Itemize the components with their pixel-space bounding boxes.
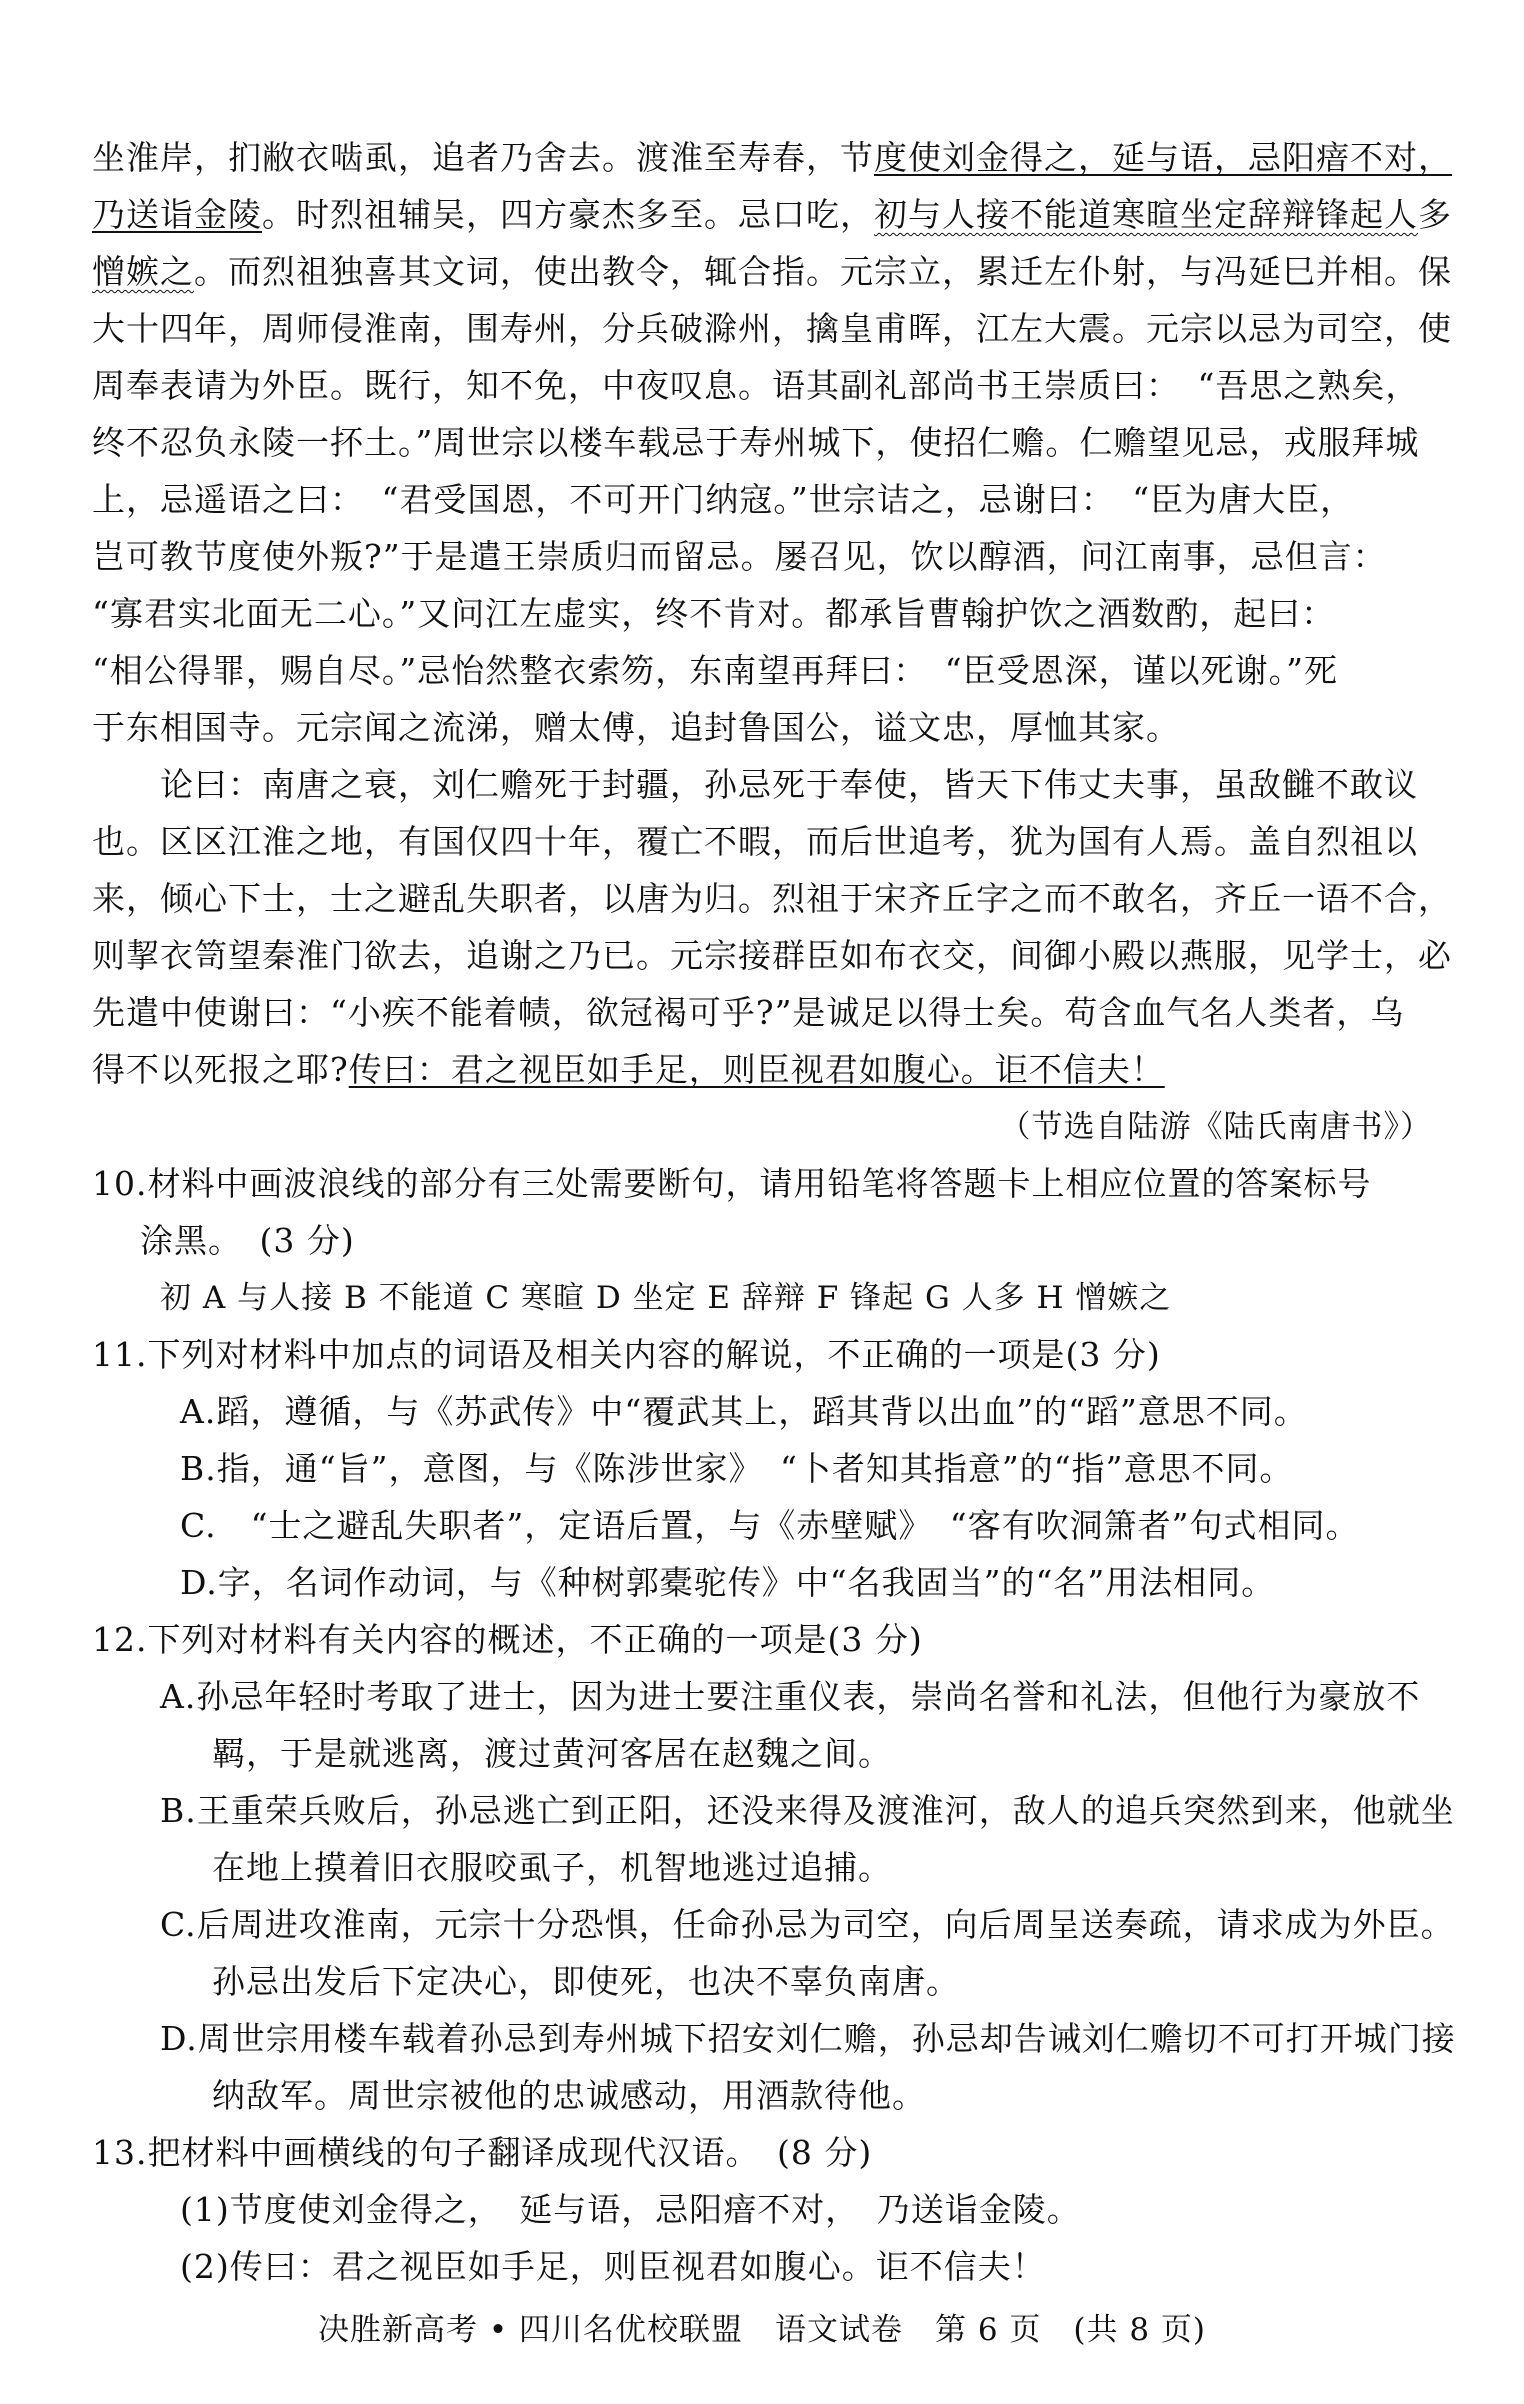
passage-line: 也。区区江淮之地，有国仅四十年，覆亡不暇，而后世追考，犹为国有人焉。盖自烈祖以	[92, 822, 1418, 861]
wavy-underlined-text: 憎嫉之	[92, 252, 194, 291]
question-13-sentence-2: (2)传曰：君之视臣如手足，则臣视君如腹心。讵不信夫！	[180, 2247, 1046, 2286]
underlined-sentence: 传曰：君之视臣如手足，则臣视君如腹心。讵不信夫！	[348, 1050, 1165, 1089]
question-11-option-a: A.蹈，遵循，与《苏武传》中“覆武其上，蹈其背以出血”的“蹈”意思不同。	[180, 1392, 1308, 1431]
underlined-sentence: 乃送诣金陵	[92, 195, 262, 234]
question-12-option-b-cont: 在地上摸着旧衣服咬虱子，机智地逃过追捕。	[212, 1848, 892, 1887]
passage-line: 论曰：南唐之衰，刘仁赡死于封疆，孙忌死于奉使，皆天下伟丈夫事，虽敌雠不敢议	[160, 765, 1418, 804]
question-12-option-a-cont: 羁，于是就逃离，渡过黄河客居在赵魏之间。	[212, 1734, 892, 1773]
passage-line: 岂可教节度使外叛?”于是遣王崇质归而留忌。屡召见，饮以醇酒，问江南事，忌但言：	[92, 537, 1387, 576]
question-12-option-c-cont: 孙忌出发后下定决心，即使死，也决不辜负南唐。	[212, 1962, 960, 2001]
question-13-stem: 13.把材料中画横线的句子翻译成现代汉语。 (8 分)	[92, 2133, 873, 2172]
question-12-option-c: C.后周进攻淮南，元宗十分恐惧，任命孙忌为司空，向后周呈送奏疏，请求成为外臣。	[160, 1905, 1455, 1944]
question-11-option-b: B.指，通“旨”，意图，与《陈涉世家》 “卜者知其指意”的“指”意思不同。	[180, 1449, 1294, 1488]
question-10-options: 初 A 与人接 B 不能道 C 寒暄 D 坐定 E 辞辩 F 锋起 G 人多 H 憎嫉之	[160, 1280, 1172, 1316]
passage-line: 上，忌遥语之曰： “君受国恩，不可开门纳寇。”世宗诘之，忌谢曰： “臣为唐大臣，	[92, 480, 1355, 519]
question-12-option-d: D.周世宗用楼车载着孙忌到寿州城下招安刘仁赡，孙忌却告诫刘仁赡切不可打开城门接	[160, 2019, 1456, 2058]
passage-line: 乃送诣金陵。时烈祖辅吴，四方豪杰多至。忌口吃，初与人接不能道寒暄坐定辞辩锋起人多	[92, 195, 1452, 234]
passage-line: 于东相国寺。元宗闻之流涕，赠太傅，追封鲁国公，谥文忠，厚恤其家。	[92, 708, 1180, 747]
question-12-option-d-cont: 纳敌军。周世宗被他的忠诚感动，用酒款待他。	[212, 2076, 926, 2115]
question-12-stem: 12.下列对材料有关内容的概述，不正确的一项是(3 分)	[92, 1620, 923, 1659]
question-11-option-d: D.字，名词作动词，与《种树郭橐驼传》中“名我固当”的“名”用法相同。	[180, 1563, 1276, 1602]
source-citation: （节选自陆游《陆氏南唐书》）	[999, 1109, 1432, 1145]
passage-line: 大十四年，周师侵淮南，围寿州，分兵破滁州，擒皇甫晖，江左大震。元宗以忌为司空，使	[92, 309, 1452, 348]
passage-line: 终不忍负永陵一抔土。”周世宗以楼车载忌于寿州城下，使招仁赡。仁赡望见忌，戎服拜城	[92, 423, 1420, 462]
passage-line: “寡君实北面无二心。”又问江左虚实，终不肯对。都承旨曹翰护饮之酒数酌，起曰：	[92, 594, 1336, 633]
passage-line: “相公得罪，赐自尽。”忌怡然整衣索笏，东南望再拜曰： “臣受恩深，谨以死谢。”死	[92, 651, 1338, 690]
question-12-option-a: A.孙忌年轻时考取了进士，因为进士要注重仪表，崇尚名誉和礼法，但他行为豪放不	[160, 1677, 1421, 1716]
question-10-stem: 10.材料中画波浪线的部分有三处需要断句，请用铅笔将答题卡上相应位置的答案标号	[92, 1164, 1372, 1203]
page-footer: 决胜新高考 • 四川名优校联盟 语文试卷 第 6 页 (共 8 页)	[317, 2312, 1207, 2348]
question-13-sentence-1: (1)节度使刘金得之， 延与语，忌阳瘖不对， 乃送诣金陵。	[180, 2190, 1081, 2229]
passage-line: 憎嫉之。而烈祖独喜其文词，使出教令，辄合指。元宗立，累迁左仆射，与冯延巳并相。保	[92, 252, 1452, 291]
question-11-stem: 11.下列对材料中加点的词语及相关内容的解说，不正确的一项是(3 分)	[92, 1335, 1161, 1374]
passage-line: 坐淮岸，扪敝衣啮虱，追者乃舍去。渡淮至寿春，节度使刘金得之，延与语，忌阳瘖不对，	[92, 138, 1452, 177]
question-11-option-c: C. “士之避乱失职者”，定语后置，与《赤壁赋》 “客有吹洞箫者”句式相同。	[180, 1506, 1360, 1545]
underlined-sentence: 度使刘金得之，延与语，忌阳瘖不对，	[874, 138, 1452, 177]
question-10-stem-cont: 涂黑。 (3 分)	[140, 1221, 355, 1260]
passage-line: 先遣中使谢曰：“小疾不能着帻，欲冠褐可乎?”是诚足以得士矣。苟含血气名人类者，乌	[92, 993, 1405, 1032]
question-12-option-b: B.王重荣兵败后，孙忌逃亡到正阳，还没来得及渡淮河，敌人的追兵突然到来，他就坐	[160, 1791, 1455, 1830]
passage-line: 则挈衣笥望秦淮门欲去，追谢之乃已。元宗接群臣如布衣交，间御小殿以燕服，见学士，必	[92, 936, 1452, 975]
passage-line: 周奉表请为外臣。既行，知不免，中夜叹息。语其副礼部尚书王崇质曰： “吾思之熟矣，	[92, 366, 1420, 405]
passage-line: 来，倾心下士，士之避乱失职者，以唐为归。烈祖于宋齐丘字之而不敢名，齐丘一语不合，	[92, 879, 1452, 918]
passage-line: 得不以死报之耶?传曰：君之视臣如手足，则臣视君如腹心。讵不信夫！	[92, 1050, 1165, 1089]
wavy-underlined-text: 初与人接不能道寒暄坐定辞辩锋起人	[874, 195, 1418, 234]
